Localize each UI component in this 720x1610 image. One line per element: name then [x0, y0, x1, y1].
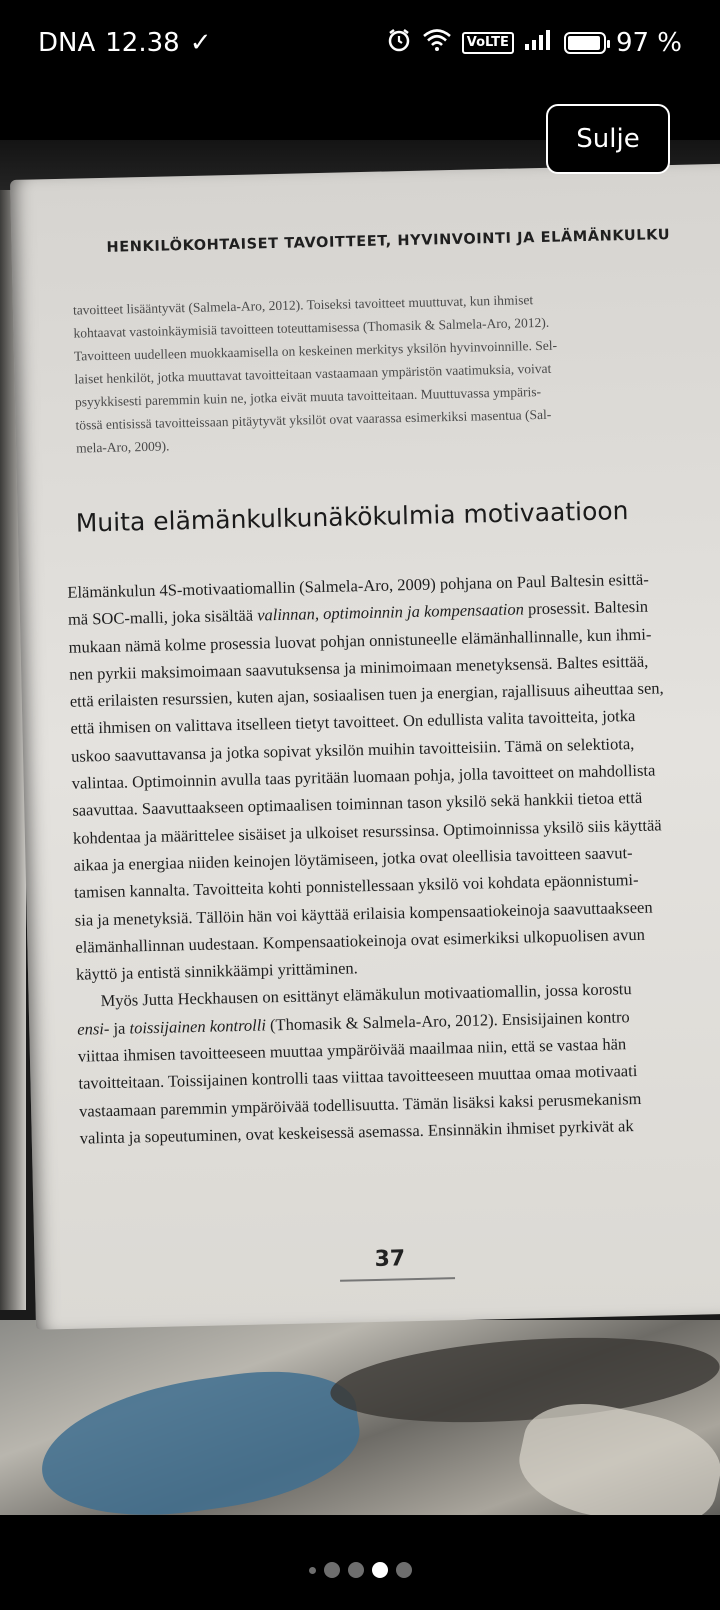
page-running-header: HENKILÖKOHTAISET TAVOITTEET, HYVINVOINTI JA ELÄMÄNKULKU	[106, 227, 671, 256]
carrier-label: DNA	[38, 28, 96, 58]
soc-suffix: prosessit. Baltesin	[527, 596, 649, 619]
body-line: valinta ja sopeutuminen, ovat keskeisessä asemassa. Ensinnäkin ihmiset pyrkivät ak	[79, 1116, 634, 1148]
pagination-dot-active[interactable]	[372, 1562, 388, 1578]
body-line: viittaa ihmisen tavoitteeseen muuttaa ympäröivää maailmaa niin, että se vastaa hän	[77, 1034, 627, 1066]
battery-icon	[564, 32, 606, 54]
status-left	[38, 28, 212, 58]
body-line: sia ja menetyksiä. Tällöin hän voi käyttää erilaisia kompensaatiokeinoja saavuttaakseen	[74, 897, 653, 930]
pagination-dots	[0, 1555, 720, 1585]
clock: 12.38	[105, 28, 180, 58]
intro-line: psyykkisesti paremmin kuin ne, jotka eivät muuta tavoitteitaan. Muuttuvassa ympäris-	[74, 384, 542, 410]
volte-badge: VoLTE	[462, 32, 514, 54]
status-right	[386, 27, 682, 60]
soc-prefix: mä SOC-malli, joka sisältää	[67, 605, 258, 630]
battery-percent: 97 %	[615, 28, 682, 58]
intro-line: kohtaavat vastoinkäymisiä tavoitteen toteuttamisessa (Thomasik & Salmela-Aro, 2012).	[73, 314, 550, 341]
p2-line-first: Myös Jutta Heckhausen on esittänyt elämäkulun motivaatiomallin, jossa korostu	[100, 979, 632, 1011]
signal-icon	[524, 28, 554, 58]
body-line: nen pyrkii maksimoimaan saavutuksensa ja minimoimaan menetyksensä. Baltes esittää,	[69, 651, 649, 684]
pagination-dot[interactable]	[309, 1567, 316, 1574]
photo-view[interactable]	[0, 140, 720, 1515]
emphasis-toissijainen: toissijainen kontrolli	[129, 1015, 267, 1038]
body-line: käyttö ja entistä sinnikkäämpi yrittäminen.	[75, 958, 359, 984]
body-line: saavuttaa. Saavuttaakseen optimaalisen toiminnan tason yksilö sekä hankkii tietoa että	[72, 788, 643, 821]
intro-paragraph	[73, 284, 716, 459]
section-heading: Muita elämänkulkunäkökulmia motivaatioon	[75, 496, 629, 538]
page-number-rule	[340, 1277, 455, 1282]
page-number: 37	[374, 1246, 406, 1273]
body-text	[67, 564, 720, 1152]
body-line: elämänhallinnan uudestaan. Kompensaatiokeinoja ovat esimerkiksi ulkopuolisen avun	[75, 924, 646, 957]
check-icon: ✓	[189, 28, 212, 58]
status-bar	[0, 0, 720, 86]
intro-line: tavoitteet lisääntyvät (Salmela-Aro, 2012). Toiseksi tavoitteet muuttuvat, kun ihmiset	[72, 292, 534, 318]
p2-line-second: (Thomasik & Salmela-Aro, 2012). Ensisijainen kontro	[269, 1006, 630, 1035]
body-line: tamisen kannalta. Tavoitteita kohti ponnistellessaan yksilö voi kohdata epäonnistumi-	[73, 870, 639, 902]
body-line: että ihmisen on valittava itselleen tietyt tavoitteet. On edullista valita tavoitteita, jotka	[70, 706, 636, 739]
body-line: vastaamaan paremmin ympäröivää todellisuutta. Tämän lisäksi kaksi perusmekanism	[78, 1088, 642, 1121]
pagination-dot[interactable]	[348, 1562, 364, 1578]
body-line: kohdentaa ja määrittelee sisäiset ja ulkoiset resurssinsa. Optimoinnissa yksilö siis käyttää	[72, 815, 662, 848]
pagination-dot[interactable]	[324, 1562, 340, 1578]
body-line: mukaan nämä kolme prosessia luovat pohjan onnistuneelle elämänhallinnalle, kun ihmi-	[68, 624, 652, 657]
close-button[interactable]: Sulje	[546, 104, 670, 174]
intro-line: laiset henkilöt, jotka muuttavat tavoitteitaan vastaamaan ympäristön vaatimuksia, voivat	[74, 360, 552, 387]
pagination-dot[interactable]	[396, 1562, 412, 1578]
battery-fill	[568, 36, 600, 50]
body-line: tavoitteitaan. Toissijainen kontrolli taas viittaa tavoitteeseen muuttaa omaa motivaati	[78, 1061, 638, 1094]
alarm-icon	[386, 27, 412, 60]
intro-line: tössä entisissä tavoitteissaan pitäytyvät yksilöt ovat vaarassa esimerkiksi masentua (Sal-	[75, 406, 552, 433]
intro-line: Tavoitteen uudelleen muokkaamisella on keskeinen merkitys yksilön hyvinvoinnille. Sel-	[73, 337, 558, 364]
paragraph-indent	[77, 1007, 101, 1008]
book-page	[10, 163, 720, 1329]
intro-line: mela-Aro, 2009).	[75, 438, 170, 456]
body-line: uskoo saavuttavansa ja jotka sopivat yksilön muihin tavoitteisiin. Tämä on selektiota,	[70, 733, 635, 766]
emphasis-ensi: ensi-	[77, 1018, 110, 1039]
body-line: aikaa ja energiaa niiden keinojen löytämiseen, jotka ovat oleellisia tavoitteen saavut-	[73, 843, 633, 875]
body-line: Elämänkulun 4S-motivaatiomallin (Salmela-Aro, 2009) pohjana on Paul Baltesin esittä-	[67, 569, 649, 602]
body-line: että erilaisten resurssien, kuten ajan, sosiaalisen tuen ja energian, rajallisuus aiheuttaa sen,	[69, 678, 664, 711]
soc-emphasis: valinnan, optimoinnin ja kompensaation	[256, 599, 525, 625]
wifi-icon	[422, 28, 452, 59]
emphasis-join: ja	[109, 1018, 130, 1038]
body-line: valintaa. Optimoinnin avulla taas pyritään luomaan pohja, jolla tavoitteet on mahdollista	[71, 760, 656, 793]
